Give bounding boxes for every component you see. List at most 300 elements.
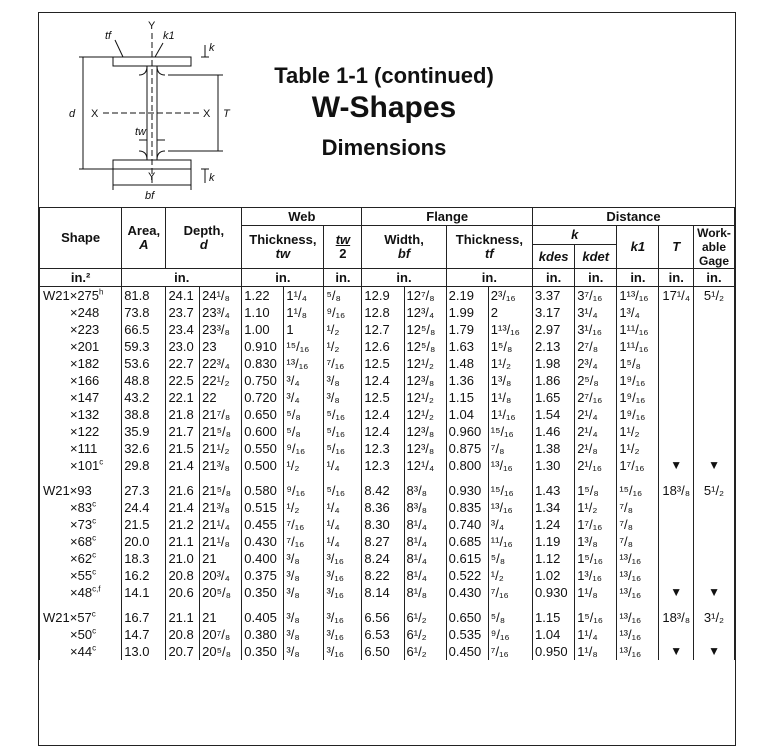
cell-tw2: ⁵/₁₆ [324,406,362,423]
unit-cell: in. [694,269,735,287]
cell-tw2: ³/₁₆ [324,626,362,643]
table-row [40,287,735,305]
cell-d-frac: 21 [200,550,242,567]
cell-tw: 0.600 [242,423,284,440]
cell-kdet: 1⁵/₁₆ [575,609,617,626]
cell-area: 81.8 [122,287,166,305]
cell-tf: 1.36 [446,372,488,389]
cell-bf: 8.22 [362,567,404,584]
cell-tw: 0.500 [242,457,284,474]
cell-area: 29.8 [122,457,166,474]
cell-tw2: ⁵/₁₆ [324,423,362,440]
unit-cell: in. [575,269,617,287]
cell-kdes: 1.38 [533,440,575,457]
cell-tf-frac: 1¹/₁₆ [488,406,532,423]
cell-bf: 8.30 [362,516,404,533]
cell-tw2: ³/₁₆ [324,567,362,584]
cell-tw2: ⁵/₈ [324,287,362,305]
cell-kdes: 0.950 [533,643,575,660]
cell-k1: 1⁹/₁₆ [617,406,659,423]
cell-gage [694,440,735,457]
header-web: Web [242,208,362,226]
cell-d-frac: 22³/₄ [200,355,242,372]
cell-bf-frac: 12⁵/₈ [404,321,446,338]
cell-gage [694,355,735,372]
cell-d: 21.6 [166,482,200,499]
cell-tw-frac: ¹⁵/₁₆ [284,338,324,355]
cell-area: 27.3 [122,482,166,499]
cell-kdes: 1.24 [533,516,575,533]
cell-kdes: 2.13 [533,338,575,355]
table-row [40,423,735,440]
cell-tw: 0.375 [242,567,284,584]
cell-bf: 12.6 [362,338,404,355]
cell-tw: 0.405 [242,609,284,626]
cell-d-frac: 21 [200,609,242,626]
cell-area: 14.7 [122,626,166,643]
cell-tf-frac: ¹⁵/₁₆ [488,423,532,440]
cell-shape: $\times 101^c$ [40,457,122,474]
cell-area: 18.3 [122,550,166,567]
header-workable-gage: Work-able Gage [694,226,735,269]
spacer-row [40,601,735,609]
document-frame [38,12,736,746]
cell-d: 22.7 [166,355,200,372]
cell-d: 22.1 [166,389,200,406]
cell-T: 17¹/₄ [659,287,694,305]
cell-kdes: 1.19 [533,533,575,550]
table-number-title: Table 1-1 (continued) [274,63,494,88]
cell-k1: ¹³/₁₆ [617,643,659,660]
cell-tw2: ¹/₄ [324,499,362,516]
cell-tw-frac: ⁷/₁₆ [284,533,324,550]
cell-kdes: 1.65 [533,389,575,406]
cell-T [659,406,694,423]
cell-tw: 0.910 [242,338,284,355]
cell-T [659,533,694,550]
cell-tw-frac: ³/₈ [284,643,324,660]
cell-kdet: 2¹/₄ [575,406,617,423]
cell-tf-frac: 1¹³/₁₆ [488,321,532,338]
diagram-label-tw: tw [135,126,146,138]
diagram-label-k1: k1 [163,30,175,42]
cell-bf-frac: 8¹/₄ [404,533,446,550]
cell-tf-frac: ⁵/₈ [488,609,532,626]
cell-bf: 12.5 [362,389,404,406]
cell-k1: ¹³/₁₆ [617,567,659,584]
cell-area: 48.8 [122,372,166,389]
cell-gage: 5¹/₂ [694,482,735,499]
table-row [40,499,735,516]
cell-bf-frac: 12¹/₂ [404,355,446,372]
cell-kdes: 1.54 [533,406,575,423]
cell-tf: 1.63 [446,338,488,355]
cell-tf-frac: 1¹/₂ [488,355,532,372]
cell-tf: 1.48 [446,355,488,372]
cell-T [659,372,694,389]
cell-gage: 3¹/₂ [694,609,735,626]
cell-tw2: ³/₈ [324,372,362,389]
cell-k1: 1⁹/₁₆ [617,389,659,406]
cell-bf-frac: 8¹/₈ [404,584,446,601]
cell-bf-frac: 6¹/₂ [404,609,446,626]
cell-kdet: 3¹/₁₆ [575,321,617,338]
cell-tf-frac: 2 [488,304,532,321]
cell-k1: 1⁵/₈ [617,355,659,372]
cell-gage [694,550,735,567]
cell-kdet: 3¹/₄ [575,304,617,321]
cell-tw-frac: ⁵/₈ [284,406,324,423]
cell-T [659,321,694,338]
table-row [40,609,735,626]
table-main-title: W-Shapes [311,91,457,124]
cell-T [659,355,694,372]
cell-area: 13.0 [122,643,166,660]
cell-area: 66.5 [122,321,166,338]
cell-tw-frac: ⁹/₁₆ [284,440,324,457]
diagram-label-tf: tf [105,30,112,42]
diagram-label-bf: bf [145,190,155,202]
cell-d: 20.6 [166,584,200,601]
cell-tw2: ⁷/₁₆ [324,355,362,372]
unit-cell: in.² [40,269,122,287]
cell-tf-frac: ⁷/₁₆ [488,584,532,601]
cell-kdet: 2⁷/₁₆ [575,389,617,406]
header-k1: k1 [617,226,659,269]
header-tw2: tw 2 [324,226,362,269]
cell-tf: 0.615 [446,550,488,567]
cell-k1: 1¹³/₁₆ [617,287,659,305]
cell-kdes: 1.15 [533,609,575,626]
cell-tw-frac: ⁹/₁₆ [284,482,324,499]
cell-k1: ¹³/₁₆ [617,609,659,626]
cell-tw-frac: 1¹/₄ [284,287,324,305]
cell-area: 14.1 [122,584,166,601]
cell-tf: 0.650 [446,609,488,626]
table-row [40,567,735,584]
cell-tw: 0.455 [242,516,284,533]
cell-shape: $W21\times 275^h$ [40,287,122,305]
cell-tw: 1.22 [242,287,284,305]
cell-kdes: 1.12 [533,550,575,567]
cell-kdes: 1.34 [533,499,575,516]
cell-kdet: 2¹/₄ [575,423,617,440]
cell-area: 16.2 [122,567,166,584]
cell-bf-frac: 12³/₄ [404,304,446,321]
cell-bf: 12.9 [362,287,404,305]
cell-kdet: 2³/₄ [575,355,617,372]
cell-d: 23.7 [166,304,200,321]
cell-tw: 0.830 [242,355,284,372]
cell-bf-frac: 12¹/₂ [404,389,446,406]
cell-tw2: ³/₁₆ [324,550,362,567]
cell-gage: 5¹/₂ [694,287,735,305]
cell-tw: 0.350 [242,584,284,601]
cell-kdes: 1.43 [533,482,575,499]
cell-kdet: 2⁷/₈ [575,338,617,355]
cell-tw-frac: ¹³/₁₆ [284,355,324,372]
cell-bf: 12.7 [362,321,404,338]
cell-T [659,567,694,584]
cell-tw-frac: ³/₈ [284,550,324,567]
cell-kdes: 1.04 [533,626,575,643]
cell-d-frac: 23³/₄ [200,304,242,321]
cell-tw: 0.550 [242,440,284,457]
cell-tf-frac: ¹¹/₁₆ [488,533,532,550]
cell-tf: 0.535 [446,626,488,643]
cell-k1: 1¹/₂ [617,440,659,457]
cell-tf: 0.450 [446,643,488,660]
cell-T [659,516,694,533]
cell-kdet: 2¹/₈ [575,440,617,457]
cell-shape: $\times 62^c$ [40,550,122,567]
cell-shape: $\times 44^c$ [40,643,122,660]
table-row [40,516,735,533]
cell-kdes: 3.37 [533,287,575,305]
table-row [40,584,735,601]
cell-tw-frac: ¹/₂ [284,457,324,474]
cell-tw2: ¹/₂ [324,338,362,355]
cell-k1: 1¹/₂ [617,423,659,440]
cell-d: 21.8 [166,406,200,423]
cell-tw2: ¹/₄ [324,516,362,533]
cell-tw-frac: ⁵/₈ [284,423,324,440]
unit-cell: in. [617,269,659,287]
table-row [40,482,735,499]
cell-T: ▼ [659,457,694,474]
cell-kdet: 1³/₈ [575,533,617,550]
cell-gage [694,372,735,389]
cell-tw2: ¹/₄ [324,457,362,474]
cell-gage [694,626,735,643]
cell-gage [694,533,735,550]
spacer-row [40,474,735,482]
cell-shape: ×182 [40,355,122,372]
cell-kdet: 3⁷/₁₆ [575,287,617,305]
cell-bf-frac: 8¹/₄ [404,550,446,567]
diagram-label-y-top: Y [148,20,156,32]
diagram-label-k-bottom: k [209,172,215,184]
cell-tw-frac: ¹/₂ [284,499,324,516]
cell-kdes: 1.46 [533,423,575,440]
header-kdes: kdes [533,245,575,269]
cell-tf-frac: 2³/₁₆ [488,287,532,305]
cell-bf: 8.27 [362,533,404,550]
cell-d-frac: 23 [200,338,242,355]
cell-tw-frac: 1 [284,321,324,338]
cell-bf: 6.56 [362,609,404,626]
cell-kdet: 2⁵/₈ [575,372,617,389]
units-row [40,269,735,287]
cell-tf-frac: ⁵/₈ [488,550,532,567]
cell-bf-frac: 8³/₈ [404,499,446,516]
cell-tw-frac: ³/₈ [284,567,324,584]
cell-shape: W21×93 [40,482,122,499]
cell-area: 43.2 [122,389,166,406]
cell-tw: 0.580 [242,482,284,499]
cell-T [659,338,694,355]
cell-tw2: ³/₁₆ [324,584,362,601]
unit-cell: in. [659,269,694,287]
cell-tw: 0.750 [242,372,284,389]
cell-tf-frac: ³/₄ [488,516,532,533]
cell-gage [694,567,735,584]
header-kdet: kdet [575,245,617,269]
cell-gage [694,499,735,516]
w-shape-diagram [43,15,253,203]
cell-d-frac: 20⁷/₈ [200,626,242,643]
cell-d-frac: 21⁷/₈ [200,406,242,423]
header-k: k [533,226,617,245]
cell-tf: 0.800 [446,457,488,474]
cell-d: 24.1 [166,287,200,305]
cell-d-frac: 21⁵/₈ [200,482,242,499]
cell-tw2: ³/₁₆ [324,609,362,626]
cell-kdet: 1¹/₈ [575,643,617,660]
cell-d-frac: 22 [200,389,242,406]
table-row [40,440,735,457]
cell-d-frac: 20⁵/₈ [200,584,242,601]
cell-k1: ¹³/₁₆ [617,584,659,601]
cell-k1: ¹⁵/₁₆ [617,482,659,499]
cell-kdet: 1¹/₈ [575,584,617,601]
cell-kdes: 3.17 [533,304,575,321]
cell-T: ▼ [659,584,694,601]
header-flange-thickness: Thickness, tf [446,226,532,269]
cell-T [659,499,694,516]
cell-bf-frac: 8¹/₄ [404,567,446,584]
cell-tw-frac: ³/₈ [284,626,324,643]
cell-d-frac: 21¹/₄ [200,516,242,533]
cell-tw: 0.380 [242,626,284,643]
cell-k1: 1¹¹/₁₆ [617,321,659,338]
cell-T: 18³/₈ [659,482,694,499]
cell-tf-frac: ¹³/₁₆ [488,499,532,516]
diagram-label-d: d [69,108,76,120]
cell-bf-frac: 12³/₈ [404,440,446,457]
cell-T: 18³/₈ [659,609,694,626]
cell-gage [694,338,735,355]
cell-area: 73.8 [122,304,166,321]
cell-bf-frac: 12³/₈ [404,423,446,440]
cell-shape: ×166 [40,372,122,389]
cell-shape: $\times 68^c$ [40,533,122,550]
cell-d: 21.1 [166,533,200,550]
cell-d: 21.4 [166,499,200,516]
cell-kdes: 1.02 [533,567,575,584]
cell-k1: 1¹¹/₁₆ [617,338,659,355]
cell-kdes: 2.97 [533,321,575,338]
cell-bf: 12.4 [362,406,404,423]
cell-bf: 8.24 [362,550,404,567]
cell-tf-frac: ¹³/₁₆ [488,457,532,474]
cell-gage [694,321,735,338]
table-row [40,457,735,474]
cell-tw: 0.350 [242,643,284,660]
cell-kdes: 1.98 [533,355,575,372]
cell-d: 21.2 [166,516,200,533]
cell-d: 21.5 [166,440,200,457]
cell-tw-frac: 1¹/₈ [284,304,324,321]
cell-d: 20.8 [166,567,200,584]
table-row [40,338,735,355]
cell-bf: 12.3 [362,457,404,474]
cell-d-frac: 23³/₈ [200,321,242,338]
cell-k1: ¹³/₁₆ [617,550,659,567]
cell-d-frac: 20⁵/₈ [200,643,242,660]
cell-bf: 12.4 [362,372,404,389]
cell-d-frac: 21⁵/₈ [200,423,242,440]
cell-kdet: 1⁵/₈ [575,482,617,499]
cell-T [659,423,694,440]
cell-d-frac: 20³/₄ [200,567,242,584]
cell-tf-frac: ⁷/₈ [488,440,532,457]
cell-tf: 0.930 [446,482,488,499]
cell-gage [694,516,735,533]
cell-bf-frac: 12¹/₂ [404,406,446,423]
cell-kdet: 2¹/₁₆ [575,457,617,474]
cell-bf: 8.42 [362,482,404,499]
dimensions-table [39,207,735,660]
cell-bf: 8.36 [362,499,404,516]
table-row [40,321,735,338]
cell-tw: 1.10 [242,304,284,321]
cell-tw: 0.650 [242,406,284,423]
cell-k1: ⁷/₈ [617,516,659,533]
cell-tf: 0.740 [446,516,488,533]
cell-area: 35.9 [122,423,166,440]
cell-d-frac: 21¹/₂ [200,440,242,457]
table-row [40,550,735,567]
diagram-label-k-top: k [209,42,215,54]
cell-area: 53.6 [122,355,166,372]
cell-tf-frac: 1³/₈ [488,372,532,389]
cell-gage: ▼ [694,643,735,660]
table-row [40,643,735,660]
unit-cell: in. [362,269,446,287]
cell-tw: 0.515 [242,499,284,516]
cell-bf: 8.14 [362,584,404,601]
table-row [40,304,735,321]
table-row [40,406,735,423]
cell-tw: 0.400 [242,550,284,567]
cell-d-frac: 24¹/₈ [200,287,242,305]
cell-bf: 12.4 [362,423,404,440]
cell-bf: 12.5 [362,355,404,372]
cell-tw-frac: ³/₈ [284,609,324,626]
cell-gage: ▼ [694,584,735,601]
cell-bf: 12.8 [362,304,404,321]
cell-tw: 1.00 [242,321,284,338]
cell-tf: 0.875 [446,440,488,457]
cell-d: 23.4 [166,321,200,338]
table-row [40,355,735,372]
cell-kdet: 1⁵/₁₆ [575,550,617,567]
cell-tw2: ³/₁₆ [324,643,362,660]
cell-tf: 2.19 [446,287,488,305]
table-body [40,287,735,661]
cell-shape: $\times 48^{c,f}$ [40,584,122,601]
diagram-label-x-left: X [91,108,99,120]
cell-tf: 0.835 [446,499,488,516]
cell-gage [694,423,735,440]
cell-d: 22.5 [166,372,200,389]
cell-tf: 0.685 [446,533,488,550]
cell-area: 20.0 [122,533,166,550]
cell-tw-frac: ³/₄ [284,372,324,389]
table-subtitle: Dimensions [321,135,447,160]
diagram-label-y-bottom: Y [148,171,156,183]
